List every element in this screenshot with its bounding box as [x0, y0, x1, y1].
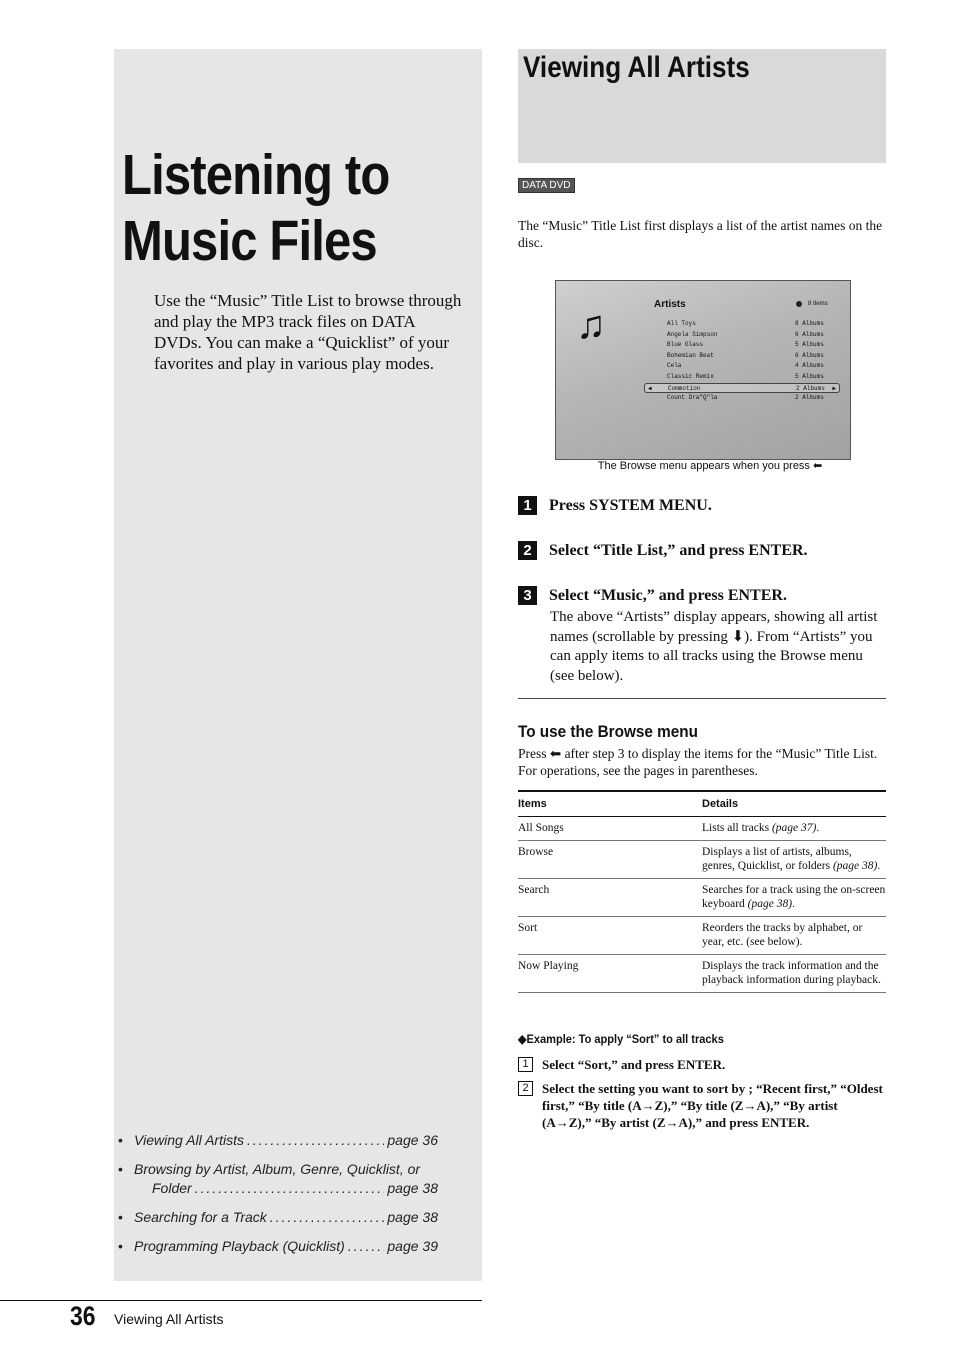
- chapter-title-line1: Listening to: [122, 143, 390, 207]
- step-2: [518, 541, 808, 561]
- browse-menu-heading: To use the Browse menu: [518, 722, 698, 741]
- item-count-label: 8 Items: [808, 301, 828, 307]
- example-heading: ◆Example: To apply “Sort” to all tracks: [518, 1032, 724, 1046]
- artist-name: Bohemian Beat: [667, 351, 714, 359]
- page-reference: (page 38): [747, 898, 793, 910]
- detail-cell: [702, 917, 886, 955]
- detail-text: Displays the track information and the playback information during playback.: [702, 960, 881, 986]
- table-row: [518, 841, 886, 879]
- detail-text: Lists all tracks: [702, 822, 772, 834]
- data-dvd-badge: DATA DVD: [518, 178, 575, 193]
- step-number: 2: [518, 1081, 533, 1096]
- detail-text: Reorders the tracks by alphabet, or year, etc. (see below).: [702, 922, 863, 948]
- step-instruction: Select “Title List,” and press ENTER.: [549, 542, 808, 559]
- step-instruction: Press SYSTEM MENU.: [549, 497, 712, 514]
- column-header-items: Items: [518, 791, 702, 817]
- toc-page: page 36: [387, 1132, 438, 1148]
- artist-row[interactable]: [644, 361, 840, 372]
- artist-row[interactable]: [644, 319, 840, 330]
- album-count: 6 Albums: [795, 351, 824, 359]
- step-instruction: Select “Music,” and press ENTER.: [549, 587, 787, 604]
- screen-caption: The Browse menu appears when you press ⬅: [597, 460, 823, 472]
- browse-menu-description: Press ⬅ after step 3 to display the items for the “Music” Title List. For operations, see the pages in parentheses.: [518, 746, 878, 778]
- browse-menu-table: [518, 790, 886, 993]
- table-row: [518, 879, 886, 917]
- album-count: 5 Albums: [795, 341, 824, 349]
- item-cell: Browse: [518, 841, 702, 879]
- item-cell: Now Playing: [518, 955, 702, 993]
- toc-label-continued: Folder: [152, 1180, 192, 1196]
- toc-label: • Programming Playback (Quicklist): [134, 1238, 345, 1254]
- screen-title: Artists: [654, 299, 686, 310]
- step-number: 2: [518, 541, 537, 560]
- step-instruction: Select “Sort,” and press ENTER.: [542, 1057, 726, 1072]
- step-instruction: Select the setting you want to sort by ; “Recent first,” “Oldest first,” “By title (A→Z),” “By title (Z→A),” “By artist (A→Z),” “By artist (Z→A),” and press ENTER.: [542, 1081, 883, 1130]
- chapter-title: [122, 142, 389, 274]
- table-row: [518, 817, 886, 841]
- chapter-contents: [118, 1131, 438, 1266]
- artist-name: Angela Simpson: [667, 330, 718, 338]
- artist-name: Blue Glass: [667, 341, 704, 349]
- artist-row[interactable]: [644, 340, 840, 351]
- album-count: 8 Albums: [795, 320, 824, 327]
- music-note-icon: ♫: [576, 302, 606, 347]
- toc-item[interactable]: [118, 1160, 438, 1198]
- step-number: 3: [518, 586, 537, 605]
- detail-cell: [702, 955, 886, 993]
- album-count: 4 Albums: [795, 362, 824, 370]
- artist-row[interactable]: [644, 393, 840, 404]
- chapter-intro: Use the “Music” Title List to browse through and play the MP3 track files on DATA DVDs. You can make a “Quicklist” of your favorites and play in various play modes.: [154, 291, 462, 373]
- artist-row[interactable]: [644, 330, 840, 341]
- item-cell: Search: [518, 879, 702, 917]
- artist-row-selected[interactable]: [644, 383, 840, 394]
- column-header-details: Details: [702, 791, 886, 817]
- chapter-title-line2: Music Files: [122, 209, 377, 273]
- section-divider: [518, 698, 886, 699]
- section-description: The “Music” Title List first displays a list of the artist names on the disc.: [518, 218, 883, 250]
- artist-name: Classic Remix: [667, 372, 714, 380]
- toc-item[interactable]: [118, 1237, 438, 1256]
- artist-name: Cela: [667, 362, 682, 370]
- toc-item[interactable]: [118, 1208, 438, 1227]
- step-1: [518, 496, 712, 516]
- table-row: [518, 917, 886, 955]
- artist-name: All Toys: [667, 320, 696, 327]
- page-reference: (page 38): [832, 860, 878, 872]
- example-step-1: [518, 1056, 886, 1073]
- artist-row[interactable]: [644, 372, 840, 383]
- artist-row[interactable]: [644, 351, 840, 362]
- page-reference: (page 37): [771, 822, 817, 834]
- artist-list: [644, 319, 840, 404]
- item-cell: All Songs: [518, 817, 702, 841]
- toc-label: • Viewing All Artists: [134, 1132, 244, 1148]
- toc-page: page 38: [387, 1209, 438, 1225]
- detail-tail: .: [816, 822, 820, 834]
- detail-cell: [702, 879, 886, 917]
- example-step-2: [518, 1080, 886, 1131]
- artist-name: Count Dra"Q"la: [667, 394, 718, 402]
- step-3-body: The above “Artists” display appears, showing all artist names (scrollable by pressing ⬇). From “Artists” you can apply items to all tracks using the Browse menu (see below).: [550, 609, 878, 684]
- artists-screen: [555, 280, 851, 460]
- detail-cell: [702, 817, 886, 841]
- album-count: 2 Albums: [795, 394, 824, 402]
- detail-text: Displays a list of artists, albums, genres, Quicklist, or folders: [702, 846, 852, 872]
- detail-text: Searches for a track using the on-screen keyboard: [702, 884, 886, 910]
- artist-name: ◀ Commotion: [668, 384, 701, 392]
- page-number: 36: [70, 1301, 96, 1331]
- footer-section-label: Viewing All Artists: [114, 1311, 224, 1327]
- toc-label: • Searching for a Track: [134, 1209, 267, 1225]
- toc-page: page 38: [387, 1180, 438, 1196]
- item-count: [796, 301, 828, 307]
- section-title: Viewing All Artists: [523, 51, 750, 84]
- step-number: 1: [518, 1057, 533, 1072]
- disc-icon: [796, 301, 802, 307]
- step-3: [518, 586, 787, 606]
- album-count: 5 Albums: [795, 372, 824, 380]
- album-count: 2 Albums: [796, 384, 825, 392]
- detail-cell: [702, 841, 886, 879]
- album-count: 6 Albums: [795, 330, 824, 338]
- toc-item[interactable]: [118, 1131, 438, 1150]
- toc-label: • Browsing by Artist, Album, Genre, Quicklist, or: [134, 1161, 421, 1177]
- detail-tail: .: [792, 898, 795, 910]
- item-cell: Sort: [518, 917, 702, 955]
- table-header-row: [518, 791, 886, 817]
- detail-tail: .: [877, 860, 881, 872]
- toc-page: page 39: [387, 1238, 438, 1254]
- step-number: 1: [518, 496, 537, 515]
- table-row: [518, 955, 886, 993]
